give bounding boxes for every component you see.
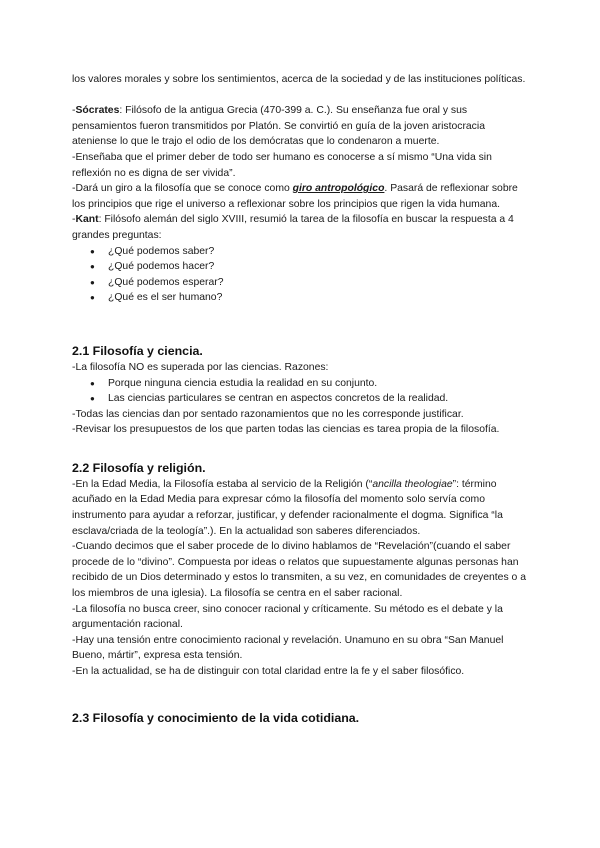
section-2-1-p1: -La filosofía NO es superada por las ciencias. Razones: — [72, 361, 329, 373]
giro-post: . Pasará de reflexionar sobre los principios que rige el universo a reflexionar sobre los principios que rigen la vida humana. — [72, 183, 518, 210]
ancilla-term: ancilla theologiae — [372, 478, 453, 490]
section-2-1-list — [72, 376, 528, 407]
section-2-2-title: 2.2 Filosofía y religión. — [72, 460, 206, 475]
section-2-2-p5: -En la actualidad, se ha de distinguir con total claridad entre la fe y el saber filosófico. — [72, 666, 465, 677]
list-item: ● Las ciencias particulares se centran en aspectos concretos de la realidad. — [72, 391, 528, 407]
intro-paragraph: los valores morales y sobre los sentimientos, acerca de la sociedad y de las instituciones políticas. — [72, 74, 526, 85]
socrates-name: Sócrates — [75, 105, 120, 117]
kant-questions-list — [72, 244, 528, 306]
giro-pre: -Dará un giro a la filosofía que se conoce como — [72, 183, 293, 195]
ancilla-post: ”: término acuñado en la Edad Media para expresar cómo la filosofía del momento solo servía como instrumento para ayudar a reforzar, justificar, y defender racionalmente el dogma. Significa “la esclava/criada de la teología”.). En la actualidad son saberes diferenciados. — [72, 478, 503, 537]
socrates-desc: : Filósofo de la antigua Grecia (470-399 a. C.). Su enseñanza fue oral y sus pensamientos fueron transmitidos por Platón. Se convirtió en guía de la joven aristocracia ateniense lo que le trajo el odio de los demócratas que lo condenaron a muerte. — [72, 105, 485, 148]
section-2-2-p4: -Hay una tensión entre conocimiento racional y revelación. Unamuno en su obra “San Manuel Bueno, mártir”, expresa esta tensión. — [72, 634, 504, 662]
giro-term: giro antropológico — [292, 183, 385, 195]
list-item: ● ¿Qué podemos saber? — [72, 244, 528, 260]
socrates-giro — [72, 181, 528, 212]
section-2-1-p3: -Revisar los presupuestos de los que parten todas las ciencias es tarea propia de la filosofía. — [72, 424, 500, 436]
kant-name: Kant — [75, 214, 99, 226]
section-2-3-title: 2.3 Filosofía y conocimiento de la vida cotidiana. — [72, 710, 360, 725]
section-2-2-p2: -Cuando decimos que el saber procede de lo divino hablamos de “Revelación”(cuando el saber procede de lo “divino”. Compuesta por ideas o relatos que supuestamente algunas personas han recibido de un Dios determinado y estos lo transmiten, a su vez, en comunidades de creyentes o a los miembros de una iglesia). La filosofía se centra en el saber racional. — [72, 541, 526, 600]
section-2-2-p1 — [72, 477, 528, 539]
section-2-1-title: 2.1 Filosofía y ciencia. — [72, 343, 203, 358]
section-2-2-p3: -La filosofía no busca creer, sino conocer racional y críticamente. Su método es el debate y la argumentación racional. — [72, 603, 503, 631]
ancilla-pre: -En la Edad Media, la Filosofía estaba al servicio de la Religión (“ — [72, 478, 373, 490]
page-content — [72, 72, 528, 727]
socrates-paragraph: -Sócrates: Filósofo de la antigua Grecia (470-399 a. C.). Su enseñanza fue oral y sus pensamientos fueron transmitidos por Platón. Se convirtió en guía de la joven aristocracia ateniense lo que le trajo el odio de los demócratas que lo condenaron a muerte. — [72, 105, 485, 148]
list-item: ● Porque ninguna ciencia estudia la realidad en su conjunto. — [72, 376, 528, 392]
kant-desc: : Filósofo alemán del siglo XVIII, resumió la tarea de la filosofía en buscar la respuesta a 4 grandes preguntas: — [72, 214, 514, 241]
socrates-teaching: -Enseñaba que el primer deber de todo ser humano es conocerse a sí mismo “Una vida sin reflexión no es digna de ser vivida”. — [72, 151, 492, 179]
list-item: ● ¿Qué es el ser humano? — [72, 290, 528, 306]
list-item: ● ¿Qué podemos esperar? — [72, 275, 528, 291]
section-2-1-p2: -Todas las ciencias dan por sentado razonamientos que no les corresponde justificar. — [72, 408, 464, 420]
kant-paragraph: -Kant: Filósofo alemán del siglo XVIII, resumió la tarea de la filosofía en buscar la respuesta a 4 grandes preguntas: — [72, 214, 514, 241]
list-item: ● ¿Qué podemos hacer? — [72, 259, 528, 275]
